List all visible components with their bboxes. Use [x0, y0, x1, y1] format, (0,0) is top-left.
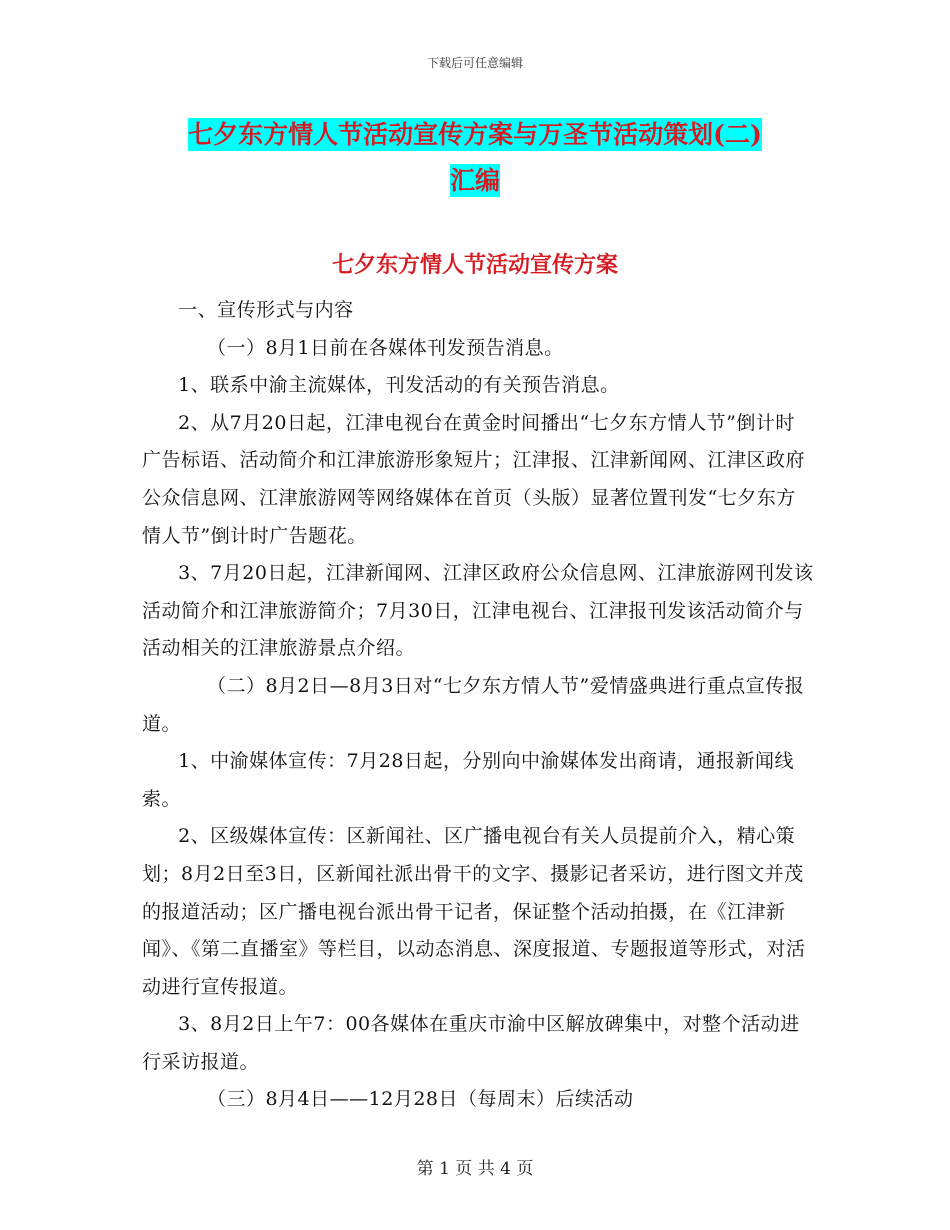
- document-title: [140, 112, 810, 204]
- title-line-2: 汇编: [449, 166, 500, 195]
- paragraph: 2、从7月20日起，江津电视台在黄金时间播出“七夕东方情人节”倒计时广告标语、活动简介和江津旅游形象短片；江津报、江津新闻网、江津区政府公众信息网、江津旅游网等网络媒体在首页（头版）显著位置刊发“七夕东方情人节”倒计时广告题花。: [142, 411, 806, 547]
- paragraph: （二）8月2日—8月3日对“七夕东方情人节”爱情盛典进行重点宣传报道。: [142, 674, 805, 735]
- paragraph: （三）8月4日——12月28日（每周末）后续活动: [206, 1088, 634, 1111]
- paragraph: 2、区级媒体宣传：区新闻社、区广播电视台有关人员提前介入，精心策划；8月2日至3日，区新闻社派出骨干的文字、摄影记者采访，进行图文并茂的报道活动；区广播电视台派出骨干记者，保证整个活动拍摄，在《江津新闻》、《第二直播室》等栏目，以动态消息、深度报道、专题报道等形式，对活动进行宣传报道。: [142, 825, 806, 998]
- paragraph: 一、宣传形式与内容: [178, 299, 354, 321]
- section-title: 七夕东方情人节活动宣传方案: [331, 252, 618, 278]
- paragraph: 3、7月20日起，江津新闻网、江津区政府公众信息网、江津旅游网刊发该活动简介和江津旅游简介；7月30日，江津电视台、江津报刊发该活动简介与活动相关的江津旅游景点介绍。: [142, 562, 814, 660]
- page-footer: 第 1 页 共 4 页: [416, 1159, 534, 1179]
- paragraph: 3、8月2日上午7：00各媒体在重庆市渝中区解放碑集中，对整个活动进行采访报道。: [142, 1013, 800, 1073]
- title-line-1: 七夕东方情人节活动宣传方案与万圣节活动策划(二): [188, 120, 762, 149]
- paragraph: （一）8月1日前在各媒体刊发预告消息。: [206, 336, 564, 359]
- paragraph: 1、中渝媒体宣传：7月28日起，分别向中渝媒体发出商请，通报新闻线索。: [142, 750, 794, 810]
- page-header: 下载后可任意编辑: [426, 56, 523, 70]
- paragraph: 1、联系中渝主流媒体，刊发活动的有关预告消息。: [178, 374, 620, 397]
- document-body: [142, 292, 814, 1119]
